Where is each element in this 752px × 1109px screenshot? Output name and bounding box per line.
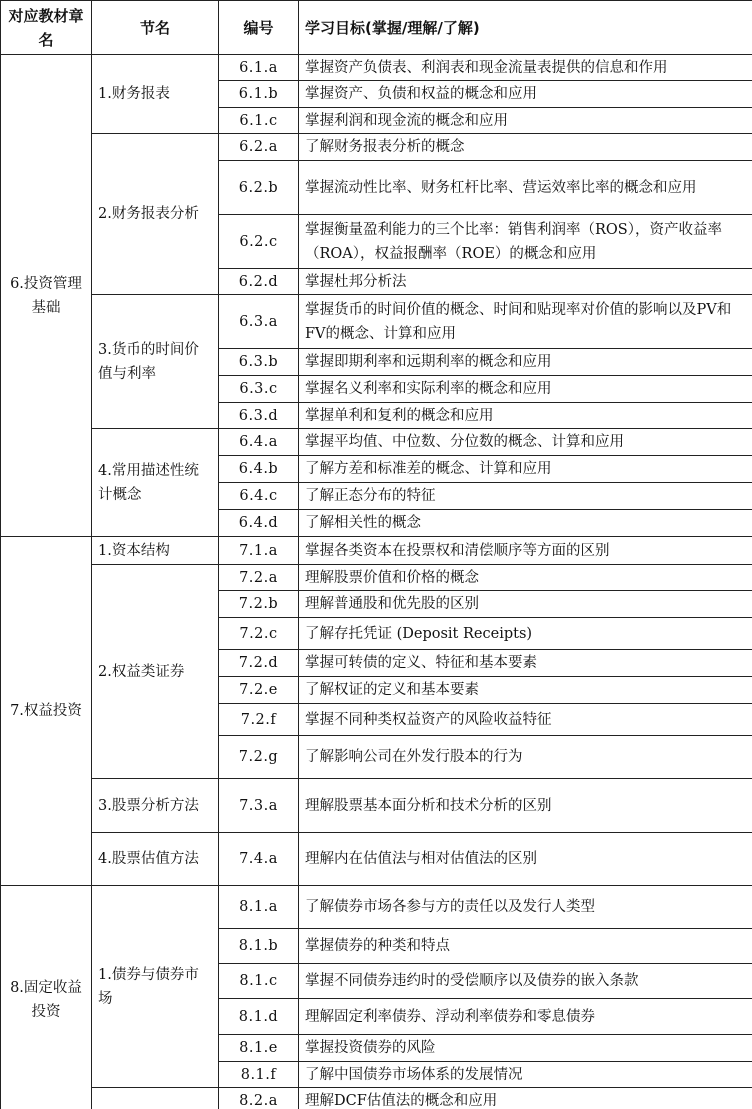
header-goal: 学习目标(掌握/理解/了解) xyxy=(299,1,752,55)
objective-goal: 掌握即期利率和远期利率的概念和应用 xyxy=(299,349,752,376)
objective-goal: 了解相关性的概念 xyxy=(299,510,752,537)
objective-goal: 掌握平均值、中位数、分位数的概念、计算和应用 xyxy=(299,429,752,456)
table-row xyxy=(1,55,752,81)
objective-code: 7.2.e xyxy=(219,677,299,704)
objective-goal: 掌握各类资本在投票权和清偿顺序等方面的区别 xyxy=(299,537,752,565)
objective-code: 6.1.b xyxy=(219,81,299,108)
section-cell: 3.股票分析方法 xyxy=(92,779,219,833)
objective-goal: 了解影响公司在外发行股本的行为 xyxy=(299,736,752,779)
section-cell: 2.财务报表分析 xyxy=(92,134,219,295)
objective-goal: 了解正态分布的特征 xyxy=(299,483,752,510)
table-row xyxy=(1,886,752,929)
objective-goal: 掌握流动性比率、财务杠杆比率、营运效率比率的概念和应用 xyxy=(299,161,752,215)
header-chapter: 对应教材章名 xyxy=(1,1,92,55)
objective-goal: 掌握不同种类权益资产的风险收益特征 xyxy=(299,704,752,736)
section-cell: 4.股票估值方法 xyxy=(92,833,219,886)
objective-code: 6.3.c xyxy=(219,376,299,403)
section-cell: 2.权益类证券 xyxy=(92,565,219,779)
objective-code: 7.1.a xyxy=(219,537,299,565)
table-row xyxy=(1,565,752,591)
chapter-cell: 6.投资管理基础 xyxy=(1,55,92,537)
objective-code: 8.2.a xyxy=(219,1088,299,1109)
objective-code: 6.3.a xyxy=(219,295,299,349)
table-row xyxy=(1,537,752,565)
table-row xyxy=(1,429,752,456)
objective-goal: 理解DCF估值法的概念和应用 xyxy=(299,1088,752,1109)
table-row xyxy=(1,833,752,886)
objective-code: 7.2.d xyxy=(219,650,299,677)
section-cell: 1.资本结构 xyxy=(92,537,219,565)
objective-goal: 掌握单利和复利的概念和应用 xyxy=(299,403,752,429)
objective-goal: 理解普通股和优先股的区别 xyxy=(299,591,752,618)
objective-goal: 掌握资产、负债和权益的概念和应用 xyxy=(299,81,752,108)
objective-goal: 了解存托凭证 (Deposit Receipts) xyxy=(299,618,752,650)
objective-code: 7.2.f xyxy=(219,704,299,736)
objective-code: 6.2.b xyxy=(219,161,299,215)
header-code: 编号 xyxy=(219,1,299,55)
objective-code: 7.2.a xyxy=(219,565,299,591)
objective-goal: 理解固定利率债券、浮动利率债券和零息债券 xyxy=(299,999,752,1035)
objective-code: 6.4.c xyxy=(219,483,299,510)
objective-code: 8.1.e xyxy=(219,1035,299,1062)
objective-code: 8.1.d xyxy=(219,999,299,1035)
section-cell xyxy=(92,1088,219,1109)
objective-code: 6.1.a xyxy=(219,55,299,81)
objective-goal: 理解股票价值和价格的概念 xyxy=(299,565,752,591)
objective-code: 8.1.a xyxy=(219,886,299,929)
objective-code: 6.3.b xyxy=(219,349,299,376)
objective-code: 8.1.c xyxy=(219,964,299,999)
table-header-row xyxy=(1,1,752,55)
chapter-cell: 8.固定收益投资 xyxy=(1,886,92,1109)
objective-goal: 掌握名义利率和实际利率的概念和应用 xyxy=(299,376,752,403)
objective-code: 6.2.c xyxy=(219,215,299,269)
objective-goal: 了解中国债券市场体系的发展情况 xyxy=(299,1062,752,1088)
objective-goal: 掌握衡量盈利能力的三个比率：销售利润率（ROS），资产收益率（ROA），权益报酬率（ROE）的概念和应用 xyxy=(299,215,752,269)
objective-code: 6.2.a xyxy=(219,134,299,161)
table-row xyxy=(1,134,752,161)
objective-code: 8.1.b xyxy=(219,929,299,964)
objective-goal: 掌握杜邦分析法 xyxy=(299,269,752,295)
objective-goal: 掌握不同债券违约时的受偿顺序以及债券的嵌入条款 xyxy=(299,964,752,999)
objective-goal: 理解股票基本面分析和技术分析的区别 xyxy=(299,779,752,833)
objective-code: 6.3.d xyxy=(219,403,299,429)
table-row xyxy=(1,779,752,833)
header-section: 节名 xyxy=(92,1,219,55)
objective-code: 7.2.g xyxy=(219,736,299,779)
objective-goal: 掌握利润和现金流的概念和应用 xyxy=(299,108,752,134)
chapter-cell: 7.权益投资 xyxy=(1,537,92,886)
objective-code: 6.2.d xyxy=(219,269,299,295)
objective-code: 7.2.c xyxy=(219,618,299,650)
objective-code: 6.4.d xyxy=(219,510,299,537)
objective-goal: 掌握货币的时间价值的概念、时间和贴现率对价值的影响以及PV和FV的概念、计算和应用 xyxy=(299,295,752,349)
objective-goal: 掌握可转债的定义、特征和基本要素 xyxy=(299,650,752,677)
objective-goal: 了解方差和标准差的概念、计算和应用 xyxy=(299,456,752,483)
objective-code: 7.2.b xyxy=(219,591,299,618)
objective-goal: 了解权证的定义和基本要素 xyxy=(299,677,752,704)
objective-goal: 掌握债券的种类和特点 xyxy=(299,929,752,964)
section-cell: 1.债券与债券市场 xyxy=(92,886,219,1088)
section-cell: 1.财务报表 xyxy=(92,55,219,134)
objective-goal: 了解财务报表分析的概念 xyxy=(299,134,752,161)
objective-goal: 理解内在估值法与相对估值法的区别 xyxy=(299,833,752,886)
objective-code: 7.4.a xyxy=(219,833,299,886)
objective-code: 7.3.a xyxy=(219,779,299,833)
table-row xyxy=(1,295,752,349)
objective-goal: 了解债券市场各参与方的责任以及发行人类型 xyxy=(299,886,752,929)
objective-code: 8.1.f xyxy=(219,1062,299,1088)
objective-code: 6.4.a xyxy=(219,429,299,456)
section-cell: 3.货币的时间价值与利率 xyxy=(92,295,219,429)
table-body xyxy=(1,55,752,1109)
section-cell: 4.常用描述性统计概念 xyxy=(92,429,219,537)
table-row xyxy=(1,1088,752,1109)
objective-goal: 掌握资产负债表、利润表和现金流量表提供的信息和作用 xyxy=(299,55,752,81)
objective-code: 6.4.b xyxy=(219,456,299,483)
objective-code: 6.1.c xyxy=(219,108,299,134)
objective-goal: 掌握投资债券的风险 xyxy=(299,1035,752,1062)
